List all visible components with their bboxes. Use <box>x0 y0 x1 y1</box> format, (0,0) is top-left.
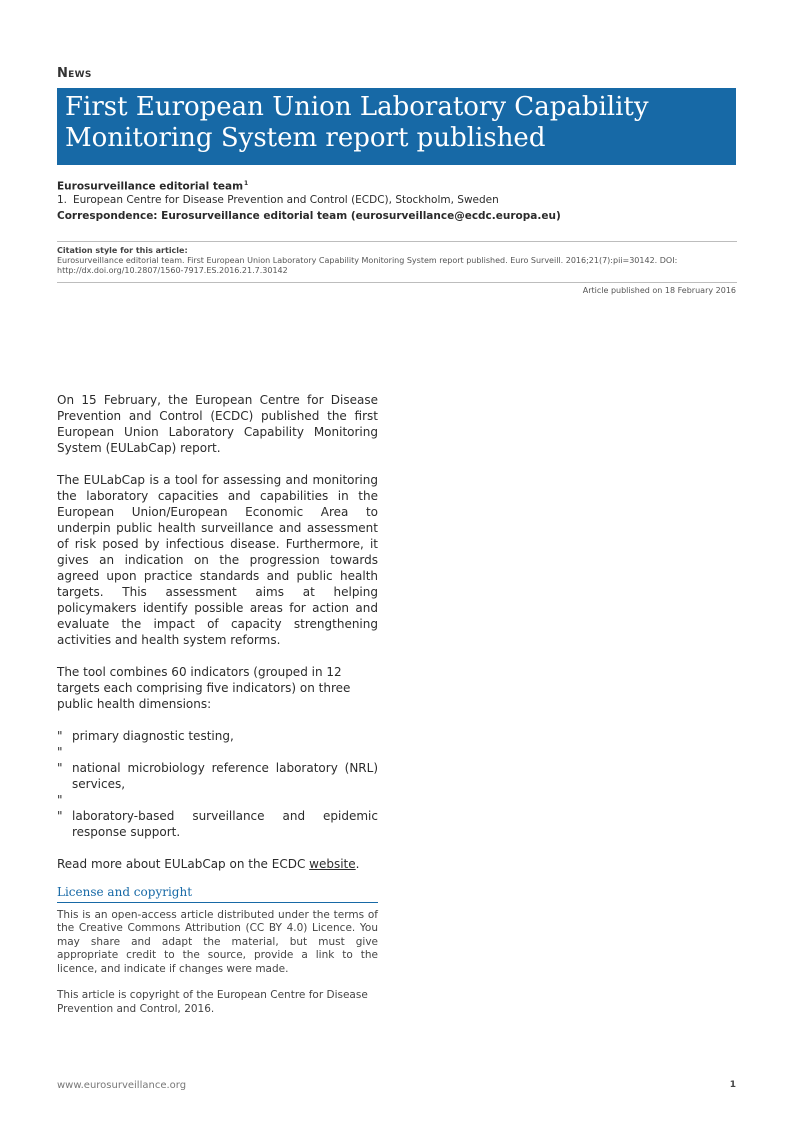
list-item <box>57 728 378 744</box>
dimension-list <box>57 728 378 840</box>
bullet-mark: " <box>57 809 63 823</box>
website-link[interactable]: website <box>309 857 356 871</box>
affiliation-number: 1. <box>57 193 68 206</box>
body-paragraph: The EULabCap is a tool for assessing and monitoring the laboratory capacities and capabilities in the European Union/European Economic Area to underpin public health surveillance and assessment of risk posed by infectious disease. Furthermore, it gives an indication on the progression towards agreed upon practice standards and public health targets. This assessment aims at helping policymakers identify possible areas for action and evaluate the impact of capacity strengthening activities and health system reforms. <box>57 473 378 647</box>
read-more-text: Read more about EULabCap on the ECDC <box>57 857 310 871</box>
affiliation <box>57 194 737 207</box>
list-separator <box>57 744 378 760</box>
read-more-suffix: . <box>355 857 360 871</box>
citation-box <box>57 241 737 283</box>
page-number: 1 <box>729 1080 736 1090</box>
body-paragraph: The tool combines 60 indicators (grouped in 12 targets each comprising five indicators) on three public health dimensions: <box>57 665 351 711</box>
license-text: This is an open-access article distributed under the terms of the Creative Commons Attribution (CC BY 4.0) Licence. You may share and adapt the material, but must give appropriate credit to the source, provide a link to the licence, and indicate if changes were made. <box>57 908 378 975</box>
author-superscript: 1 <box>244 180 249 187</box>
affiliation-text: European Centre for Disease Prevention and Control (ECDC), Stockholm, Sweden <box>73 193 499 206</box>
list-item-text: national microbiology reference laboratory (NRL) services, <box>72 761 378 791</box>
bullet-mark: " <box>57 793 63 807</box>
author-block <box>57 177 737 223</box>
body-paragraph: On 15 February, the European Centre for Disease Prevention and Control (ECDC) published the first European Union Laboratory Capability Monitoring System (EULabCap) report. <box>57 393 378 455</box>
list-item <box>57 760 378 792</box>
correspondence: Correspondence: Eurosurveillance editorial team (eurosurveillance@ecdc.europa.eu) <box>57 209 561 222</box>
section-label: News <box>57 66 92 81</box>
bullet-mark: " <box>57 761 63 775</box>
citation-text[interactable]: Eurosurveillance editorial team. First European Union Laboratory Capability Monitoring System report published. Euro Surveill. 2016;21(7):pii=30142. DOI: http://dx.doi.org/10.2807/1560-7917.ES.2016.21.7.30142 <box>57 256 678 275</box>
bullet-mark: " <box>57 729 63 743</box>
author-names-text: Eurosurveillance editorial team <box>57 180 244 193</box>
page-title: First European Union Laboratory Capability Monitoring System report published <box>57 88 736 165</box>
footer-url[interactable]: www.eurosurveillance.org <box>57 1080 187 1091</box>
published-date: Article published on 18 February 2016 <box>582 286 736 295</box>
list-separator <box>57 792 378 808</box>
bullet-mark: " <box>57 745 63 759</box>
list-item-text: laboratory-based surveillance and epidemic response support. <box>72 809 378 839</box>
body-paragraph <box>57 856 378 872</box>
copyright-text: This article is copyright of the European Centre for Disease Prevention and Control, 2016. <box>57 989 368 1015</box>
list-item-text: primary diagnostic testing, <box>72 729 234 743</box>
license-heading: License and copyright <box>57 886 378 903</box>
citation-heading: Citation style for this article: <box>57 246 188 255</box>
list-item <box>57 808 378 840</box>
author-names <box>57 177 737 194</box>
article-body <box>57 392 378 888</box>
license-section <box>57 886 378 1029</box>
